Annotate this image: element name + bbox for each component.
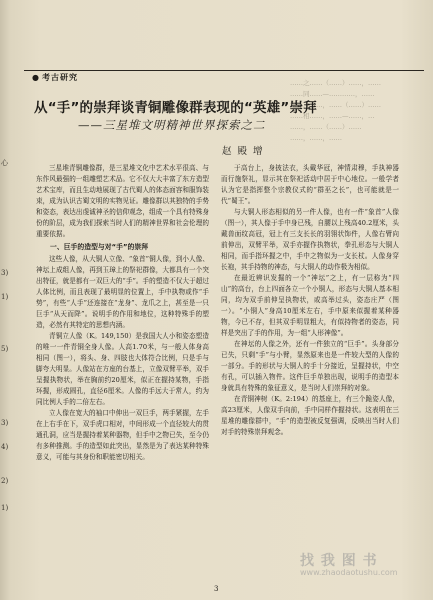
right-text-column [221, 163, 399, 583]
margin-mark: 2) [1, 477, 9, 485]
bleed-line: ……，……，……（……）…… [290, 101, 381, 109]
paragraph: 在青铜神树（K。2:194）的基座上，有三个跪姿人像，高23厘米，人像双手向前，手中同样作握持状。这表明在三星堆的雕像群中，“手”的造型被反复强调，反映出当时人们对手的特殊崇拜观念。 [221, 395, 399, 436]
watermark-url: www.zhaodaotushu.com [300, 568, 398, 577]
bleed-line: ……相……，……—……，… [290, 112, 375, 120]
paragraph: 青铜立人像（K。149,150）是我国大人小和姿态塑造的唯一一件青铜全身人像。人高1.70米，与一般人体身高相同（图一），将头、身、四肢也大体符合比例，只是手与脚夸大明显。人像站在方座的台基上，立像双臂平举，双手呈握执物状，举在胸前约20厘米，似正在握持某物，手指环握，形成圆孔，直径6厘米。人像的手远大于常人，约为同比例人手的二倍左右。 [36, 332, 209, 406]
page-number: 3 [214, 585, 219, 593]
margin-mark: 4) [1, 443, 9, 451]
paragraph: 三星堆青铜雕像群，是三星堆文化中艺术水平很高、与东作风最强的一组雕塑艺术品。它不仅大大丰富了东方造型艺术宝库，而且生动地展现了古代蜀人的体态面容和服饰装束，成为认识古蜀文明的实物见证。雕像群以其独特的手势和姿态，表达出虔诚神圣的信仰观念，组成一个具有特殊身份的阶层，成为我们探索当时人们的精神世界和社会伦理的重要依据。 [36, 164, 209, 238]
margin-mark: 3) [1, 419, 9, 427]
bleed-line: ……之……（……）……，…… [290, 79, 381, 87]
section-heading: 一、巨手的造型与对“手”的崇拜 [50, 243, 149, 251]
margin-mark: 5) [1, 345, 9, 353]
watermark-title: 找 我 图 书 [300, 553, 378, 569]
article-title: 从“手”的崇拜谈青铜雕像群表现的“英雄”崇拜 [34, 100, 317, 116]
column-tag-label: 考古研究 [41, 73, 78, 82]
bullet-icon: ● [32, 73, 40, 82]
article-author: 赵殿增 [222, 146, 269, 157]
header-rule [24, 70, 424, 71]
adjacent-page-margin [0, 0, 16, 600]
margin-mark: 3) [1, 269, 9, 277]
margin-mark: 心 [1, 159, 8, 167]
paragraph: 在最近辨识发掘的一个“神坛”之上，有一层称为“四山”的高台，台上四面各立一个小铜人，形态与大铜人基本相同，均为双手前伸呈执物状，或高举过头，姿态庄严（图一）。“小铜人”身高10厘米左右，手中原来似握着某种器物，今已不存，但其双手明显粗大，有似持物者的姿态，同样是突出了手的作用，为一组“人形神像”。 [221, 274, 399, 337]
paragraph: 与大铜人形态相似的另一件人像，也有一件“象首”人像（图一），其人像于手中身已残，自腰以上残高40.2厘米，头戴兽面纹高冠，冠上有三支长长的羽翎状饰件，人像右臂向前伸出，双臂平举，双手亦握作执物状，拳孔形态与大铜人相同，而手指环握之中，手中之物似为一支长杖。人像身穿长袍，其手持物的神态，与大铜人的动作极为相似。 [221, 208, 399, 271]
bleed-line: ……，……，…… [290, 134, 342, 142]
left-text-column [36, 163, 209, 583]
margin-mark: 1) [1, 293, 9, 301]
bleed-line: ……同……—…………，…… [290, 90, 375, 98]
bleed-line: ……，……（……）…… [290, 123, 362, 131]
article-subtitle: ——三星堆文明精神世界探索之二 [78, 118, 266, 132]
column-tag [32, 72, 78, 83]
margin-mark: 1) [1, 504, 9, 512]
paragraph: 在神坛的人像之外，还有一件独立的“巨手”。头身部分已失，只剩“手”与小臂，显然原来也是一件较大型的人像的一部分。手的形状与大铜人的手十分接近，呈握持状，中空有孔，可以插入物件。这件巨手单独出现，说明手的造型本身就具有特殊的象征意义，是当时人们崇拜的对象。 [221, 340, 399, 392]
watermark [300, 550, 398, 577]
paragraph: 于高台上，身披法衣，头戴华冠，神情肃穆，手执神器而行施祭礼，显示其在祭祀活动中居于中心地位。一般学者认为它是指挥整个宗教仪式的“群巫之长”，也可能就是一代“蜀王”。 [221, 164, 399, 205]
paragraph: 这些人像，从大铜人立像、“象首”铜人像，到小人像、神坛上成组人像，再到玉璋上的祭祀群像，大都具有一个突出特征，就是都有一双巨大的“手”。手的塑造不仅大于超过人体比例，而且表现了最明显的位置上，手中执物或作“手势”，有些“人手”还连接在“龙身”、龙爪之上，甚至是一只巨手“从天而降”。说明手的作用和地位，这种特殊手的塑造，必然有其特定的思想内涵。 [36, 255, 209, 329]
paragraph: 立人像在宽大的袖口中伸出一双巨手，两手紧握，左手在上右手在下，双手虎口相对，中间形成一个直径较大的贯通孔洞，应当是握持着某种器物，但手中之物已失，至今仍有多种推测。手的造型如此突出，显然是为了表达某种特殊意义，可能与其身份和职能密切相关。 [36, 409, 209, 461]
